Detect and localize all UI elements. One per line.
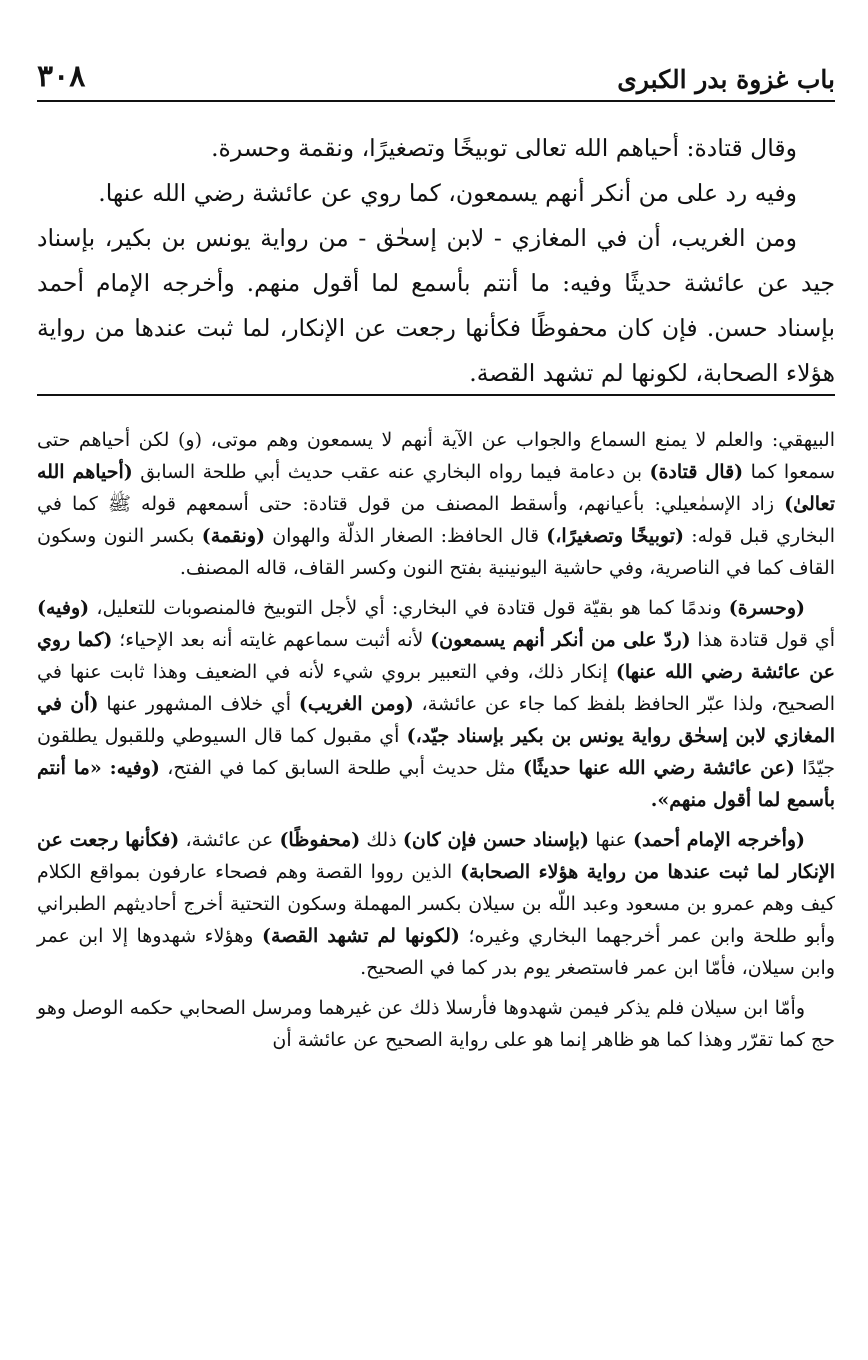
- quoted-phrase: (محفوظًا): [279, 829, 361, 851]
- text-run: عنها: [588, 829, 634, 851]
- quoted-phrase: (توبيخًا وتصغيرًا،): [546, 525, 684, 547]
- commentary-paragraph-2: [37, 592, 835, 816]
- main-paragraph-1: وقال قتادة: أحياهم الله تعالى توبيخًا وتصغيرًا، ونقمة وحسرة.: [211, 134, 797, 162]
- quoted-phrase: (ردّ على من أنكر أنهم يسمعون): [430, 629, 691, 651]
- quoted-phrase: (وفيه): [37, 597, 90, 619]
- text-run: وأمّا ابن سيلان فلم يذكر فيمن شهدوها فأرسلا ذلك عن غيرهما ومرسل الصحابي حكمه الوصل وهو حج كما تقرّر وهذا كما هو ظاهر إنما هو على رواية الصحيح عن عائشة أن: [37, 997, 835, 1051]
- text-run: أي خلاف المشهور عنها: [98, 693, 299, 715]
- quoted-phrase: (وحسرة): [728, 597, 805, 619]
- text-run: عن عائشة،: [179, 829, 280, 851]
- quoted-phrase: (بإسناد حسن فإن كان): [402, 829, 589, 851]
- text-run: أي مقبول كما قال السيوطي وللقبول يطلقون جيّدًا: [37, 725, 835, 779]
- main-paragraph-3: ومن الغريب، أن في المغازي - لابن إسحٰق - من رواية يونس بن بكير، بإسناد جيد عن عائشة حديثًا وفيه: ما أنتم بأسمع لما أقول منهم. وأخرجه الإمام أحمد بإسناد حسن. فإن كان محفوظًا فكأنها رجعت عن الإنكار، لما ثبت عندها من رواية هؤلاء الصحابة، لكونها لم تشهد القصة.: [37, 224, 835, 387]
- text-run: إنكار ذلك، وفي التعبير بروي شيء لأنه في الضعيف وهذا ثابت عنها في الصحيح، ولذا عبّر الحافظ بلفظ كما جاء عن عائشة،: [37, 661, 835, 715]
- quoted-phrase: (وفيه: «ما أنتم بأسمع لما أقول منهم».: [37, 757, 835, 811]
- commentary-paragraph-4: [37, 992, 835, 1056]
- text-run: البيهقي: والعلم لا يمنع السماع والجواب عن الآية أنهم لا يسمعون وهم موتى، (و) لكن أحياهم حتى سمعوا كما: [37, 429, 836, 483]
- quoted-phrase: (عن عائشة رضي الله عنها حديثًا): [522, 757, 795, 779]
- text-run: مثل حديث أبي طلحة السابق كما في الفتح،: [159, 757, 523, 779]
- text-run: بكسر النون وسكون القاف كما في الناصرية، وفي حاشية اليونينية بفتح النون وكسر القاف، قاله المصنف.: [37, 525, 835, 579]
- text-run: وهؤلاء شهدوها إلا ابن عمر وابن سيلان، فأمّا ابن عمر فاستصغر يوم بدر كما في الصحيح.: [37, 925, 835, 979]
- running-title: باب غزوة بدر الكبرى: [617, 65, 835, 94]
- text-run: وندمًا كما هو بقيّة قول قتادة في البخاري: أي لأجل التوبيخ فالمنصوبات للتعليل،: [89, 597, 729, 619]
- quoted-phrase: (قال قتادة): [649, 461, 744, 483]
- quoted-phrase: (أن في المغازي لابن إسحٰق رواية يونس بن بكير بإسناد جيّد،): [37, 693, 835, 747]
- main-text: [37, 126, 835, 396]
- quoted-phrase: (فكأنها رجعت عن الإنكار لما ثبت عندها من رواية هؤلاء الصحابة): [37, 829, 835, 883]
- commentary: [37, 424, 835, 1064]
- text-run: بن دعامة فيما رواه البخاري عنه عقب حديث أبي طلحة السابق: [132, 461, 650, 483]
- text-run: لأنه أثبت سماعهم غايته أنه بعد الإحياء؛: [112, 629, 431, 651]
- text-run: قال الحافظ: الصغار الذلّة والهوان: [265, 525, 547, 547]
- text-run: أي قول قتادة هذا: [690, 629, 835, 651]
- commentary-paragraph-3: [37, 824, 835, 984]
- quoted-phrase: (ومن الغريب): [298, 693, 414, 715]
- page-number: ٣٠٨: [37, 59, 86, 94]
- quoted-phrase: (لكونها لم تشهد القصة): [261, 925, 460, 947]
- page-header: [37, 52, 835, 102]
- quoted-phrase: (وأخرجه الإمام أحمد): [633, 829, 806, 851]
- text-run: ذلك: [360, 829, 403, 851]
- section-divider: [37, 394, 835, 396]
- quoted-phrase: (ونقمة): [201, 525, 265, 547]
- main-paragraph-2: وفيه رد على من أنكر أنهم يسمعون، كما روي عن عائشة رضي الله عنها.: [98, 179, 797, 207]
- commentary-paragraph-1: [37, 424, 835, 584]
- quoted-phrase: (كما روي عن عائشة رضي الله عنها): [37, 629, 835, 683]
- text-run: الذين رووا القصة وهم فصحاء عارفون بمواقع الكلام كيف وهم عمرو بن مسعود وعبد اللّه بن سيلان بكسر المهملة وسكون التحتية أخرج أحاديثهم الطبراني وأبو طلحة وابن عمر أخرجهما البخاري وغيره؛: [37, 861, 835, 947]
- text-run: زاد الإسمٰعيلي: بأعيانهم، وأسقط المصنف من قول قتادة: حتى أسمعهم قوله ﷺ كما في البخاري قبل قوله:: [37, 493, 835, 547]
- quoted-phrase: (أحياهم الله تعالىٰ): [37, 461, 835, 515]
